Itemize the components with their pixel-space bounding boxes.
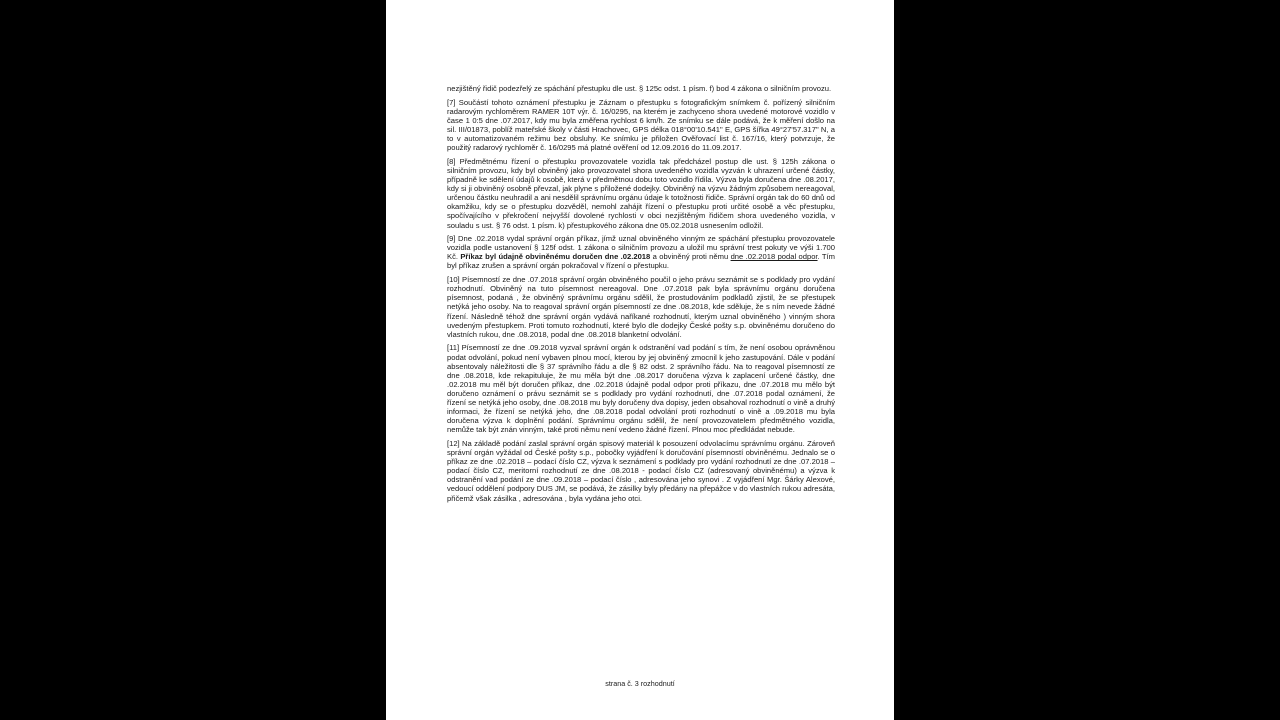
paragraph-text: [11] Písemností ze dne .09.2018 vyzval správní orgán k odstranění vad podání s tím, že není osobou oprávněnou podat odvolání, pokud není vybaven plnou mocí, kterou by jej obviněný zmocnil k jeho zastupování. Dále v podání absentovaly náležitosti dle § 37 správního řádu a dle § 82 odst. 2 správního řádu. Na to reagoval písemností ze dne .08.2018, kde rekapituluje, že mu měla být dne .08.2017 doručena výzva k zaplacení určené částky, dne .02.2018 mu měl být doručen příkaz, dne .02.2018 údajně podal odpor proti příkazu, dne .07.2018 mu mělo být doručeno oznámení o právu seznámit se s podklady pro vydání rozhodnutí, dne .07.2018 podal oznámení, že řízení se netýká jeho osoby, dne .08.2018 mu byly doručeny dva dopisy, jeden obsahoval rozhodnutí o vině a druhý informaci, že řízení se netýká jeho, dne .08.2018 podal odvolání proti rozhodnutí o vině a .09.2018 mu byla doručena výzva k doplnění podání. Správnímu orgánu sdělil, že není provozovatelem předmětného vozidla, nemůže tak být znán vinným, také proti němu není vedeno žádné řízení. Plnou moc předkládat nebude. <box>447 343 835 435</box>
paragraph-intro <box>447 84 835 93</box>
paragraph-text: [9] Dne .02.2018 vydal správní orgán příkaz, jímž uznal obviněného vinným ze spáchání přestupku provozovatele vozidla podle ustanovení § 125f odst. 1 zákona o silničním provozu a uložil mu správní trest pokuty ve výši 1.700 Kč. <box>447 234 835 262</box>
paragraph-text: a obviněný proti němu <box>650 252 731 262</box>
paragraph-text: . Tím byl příkaz zrušen a správní orgán pokračoval v řízení o přestupku. <box>447 252 835 271</box>
paragraph-12 <box>447 439 835 503</box>
paragraph-text: nezjištěný řidič podezřelý ze spáchání přestupku dle ust. § 125c odst. 1 písm. f) bod 4 zákona o silničním provozu. <box>447 84 832 93</box>
paragraph-9 <box>447 234 835 270</box>
paragraph-11 <box>447 343 835 434</box>
paragraph-underlined-text: dne .02.2018 podal odpor <box>730 252 818 262</box>
document-page <box>386 0 894 720</box>
paragraph-text: [12] Na základě podání zaslal správní orgán spisový materiál k posouzení odvolacímu správnímu orgánu. Zároveň správní orgán vyžádal od České pošty s.p., pobočky vyjádření k doručování písemností obviněnému. Jednalo se o příkaz ze dne .02.2018 – podací číslo CZ, výzva k seznámení s podklady pro vydání rozhodnutí ze dne .07.2018 – podací číslo CZ, meritorní rozhodnutí ze dne .08.2018 - podací číslo CZ (adresovaný obviněnému) a výzva k odstranění vad podání ze dne .09.2018 – podací číslo , adresována jeho synovi . Z vyjádření Mgr. Šárky Alexové, vedoucí oddělení podpory DUS JM, se podává, že zásilky byly předány na přepážce v do vlastních rukou adresáta, přičemž však zásilka , adresována , byla vydána jeho otci. <box>447 438 835 503</box>
paragraph-text: [10] Písemností ze dne .07.2018 správní orgán obviněného poučil o jeho právu seznámit se s podklady pro vydání rozhodnutí. Obviněný na tuto písemnost nereagoval. Dne .07.2018 pak byla správnímu orgánu doručena písemnost, podaná , že obviněný správnímu orgánu sdělil, že prostudováním podkladů zjistil, že se přestupek netýká jeho osoby. Na to reagoval správní orgán písemností ze dne .08.2018, kde sděluje, že s ním nevede žádné řízení. Následně téhož dne správní orgán vydává naříkané rozhodnutí, kterým uznal obviněného ) vinným shora uvedeným přestupkem. Proti tomuto rozhodnutí, které bylo dle dodejky České pošty s.p. obviněnému doručeno do vlastních rukou, dne .08.2018, podal dne .08.2018 blanketní odvolání. <box>447 275 835 339</box>
paragraph-text: [8] Předmětnému řízení o přestupku provozovatele vozidla tak předcházel postup dle ust. § 125h zákona o silničním provozu, kdy byl obviněný jako provozovatel shora uvedeného vozidla vyzván k uhrazení určené částky, případně ke sdělení údajů k osobě, která v předmětnou dobu toto vozidlo řídila. Výzva byla doručena dne .08.2017, kdy si ji obviněný osobně převzal, jak plyne s přiložené dodejky. Obviněný na výzvu žádným způsobem nereagoval, určenou částku neuhradil a ani nesdělil správnímu orgánu údaje k totožnosti řidiče. Správní orgán tak do 60 dnů od okamžiku, kdy se o přestupku dozvěděl, nemohl zahájit řízení o přestupku proti určité osobě a věc přestupku, spočívajícího v překročení nejvyšší dovolené rychlosti v obci nezjištěným řidičem shora uvedeného vozidla, v souladu s ust. § 76 odst. 1 písm. k) přestupkového zákona dne 05.02.2018 usnesením odložil. <box>447 156 835 230</box>
paragraph-text: [7] Součástí tohoto oznámení přestupku je Záznam o přestupku s fotografickým snímkem č. pořízený silničním radarovým rychloměrem RAMER 10T výr. č. 16/0295, na kterém je zachyceno shora uvedené motorové vozidlo v čase 1 0:5 dne .07.2017, kdy mu byla změřena rychlost 6 km/h. Ze snímku se dále podává, že k měření došlo na sil. III/01873, poblíž mateřské školy v části Hrachovec, GPS délka 018°00'10.541" E, GPS šířka 49°27'57.317" N, a to v automatizovaném režimu bez obsluhy. Ke snímku je přiložen Ověřovací list č. 167/16, který potvrzuje, že použitý radarový rychloměr č. 16/0295 má platné ověření od 12.09.2016 do 11.09.2017. <box>447 97 835 153</box>
paragraph-8 <box>447 157 835 230</box>
document-body <box>447 84 835 507</box>
paragraph-7 <box>447 98 835 153</box>
paragraph-10 <box>447 275 835 339</box>
paragraph-bold-text: Příkaz byl údajně obviněnému doručen dne .02.2018 <box>460 252 651 262</box>
page-footer: strana č. 3 rozhodnutí <box>605 679 675 688</box>
